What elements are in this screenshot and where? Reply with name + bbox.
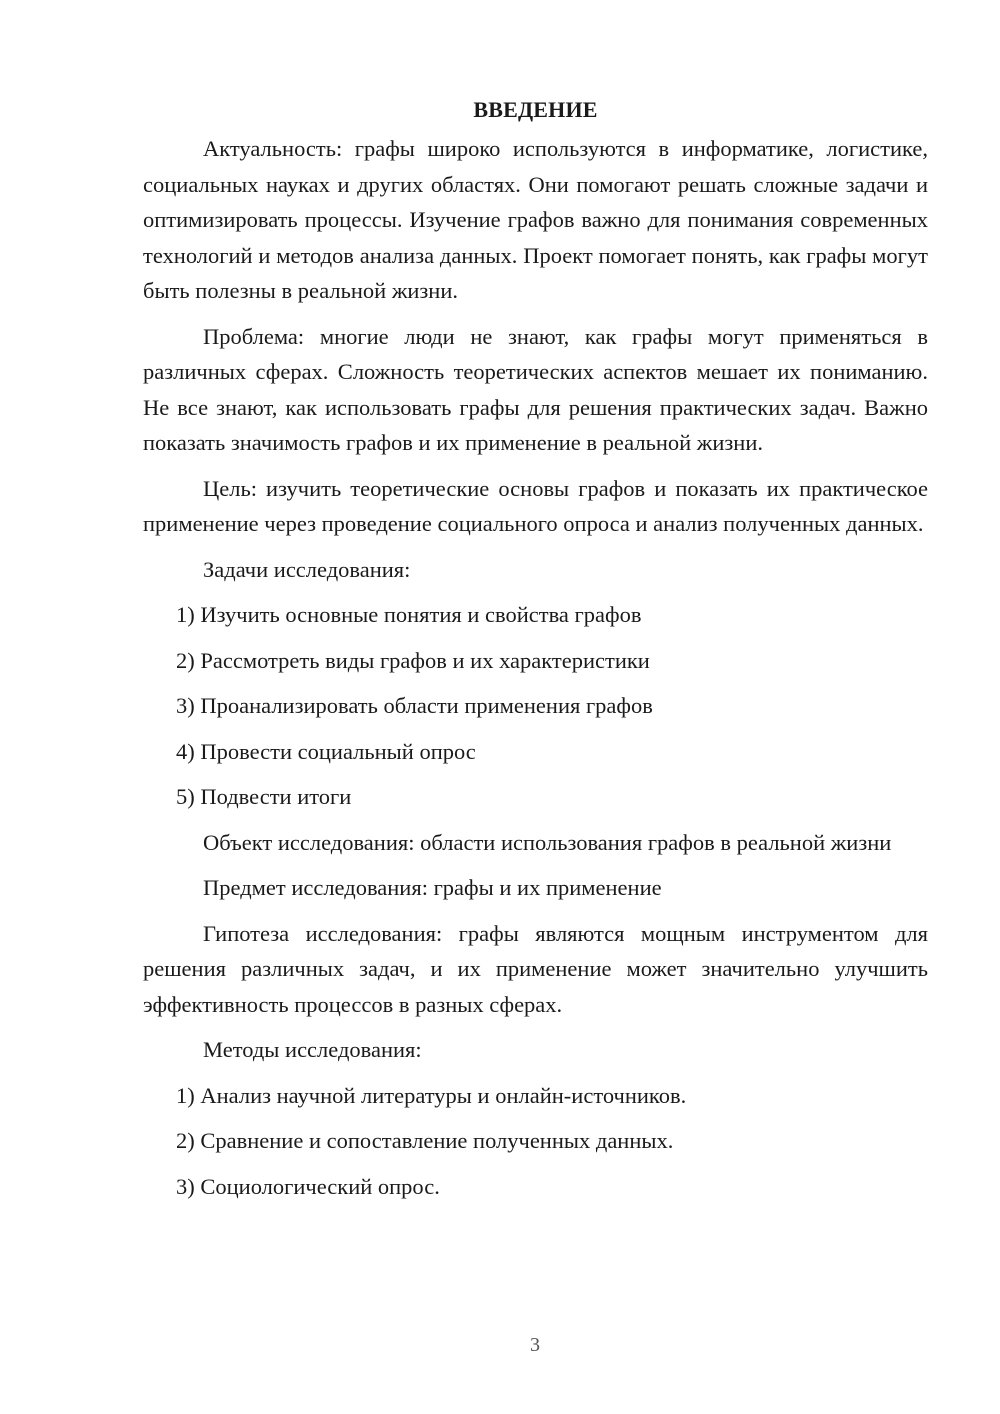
task-item: 2) Рассмотреть виды графов и их характеристики xyxy=(176,647,650,673)
task-item: 1) Изучить основные понятия и свойства графов xyxy=(176,602,642,627)
methods-heading: Методы исследования: xyxy=(203,1037,422,1062)
relevance-paragraph: Актуальность: графы широко используются в информатике, логистике, социальных науках и других областях. Они помогают решать сложные задачи и оптимизировать процессы. Изучение графов важно для понимания современных технологий и методов анализа данных. Проект помогает понять, как графы могут быть полезны в реальной жизни. xyxy=(143,136,928,303)
tasks-heading: Задачи исследования: xyxy=(203,556,411,582)
section-title: ВВЕДЕНИЕ xyxy=(473,97,598,122)
task-item: 3) Проанализировать области применения графов xyxy=(176,693,653,718)
page-number: 3 xyxy=(530,1334,540,1356)
method-item: 3) Социологический опрос. xyxy=(176,1173,440,1199)
subject-line: Предмет исследования: графы и их применение xyxy=(203,875,662,900)
object-paragraph: Объект исследования: области использования графов в реальной жизни xyxy=(203,829,892,855)
task-item: 4) Провести социальный опрос xyxy=(176,738,476,764)
goal-paragraph: Цель: изучить теоретические основы графов и показать их практическое применение через проведение социального опроса и анализ полученных данных. xyxy=(143,475,928,536)
task-item: 5) Подвести итоги xyxy=(176,784,352,809)
problem-paragraph: Проблема: многие люди не знают, как графы могут применяться в различных сферах. Сложность теоретических аспектов мешает их пониманию. Не все знают, как использовать графы для решения практических задач. Важно показать значимость графов и их применение в реальной жизни. xyxy=(143,323,928,455)
document-page xyxy=(143,95,928,1214)
method-item: 2) Сравнение и сопоставление полученных данных. xyxy=(176,1128,674,1153)
hypothesis-paragraph: Гипотеза исследования: графы являются мощным инструментом для решения различных задач, и их применение может значительно улучшить эффективность процессов в разных сферах. xyxy=(143,920,928,1017)
method-item: 1) Анализ научной литературы и онлайн-источников. xyxy=(176,1082,687,1108)
